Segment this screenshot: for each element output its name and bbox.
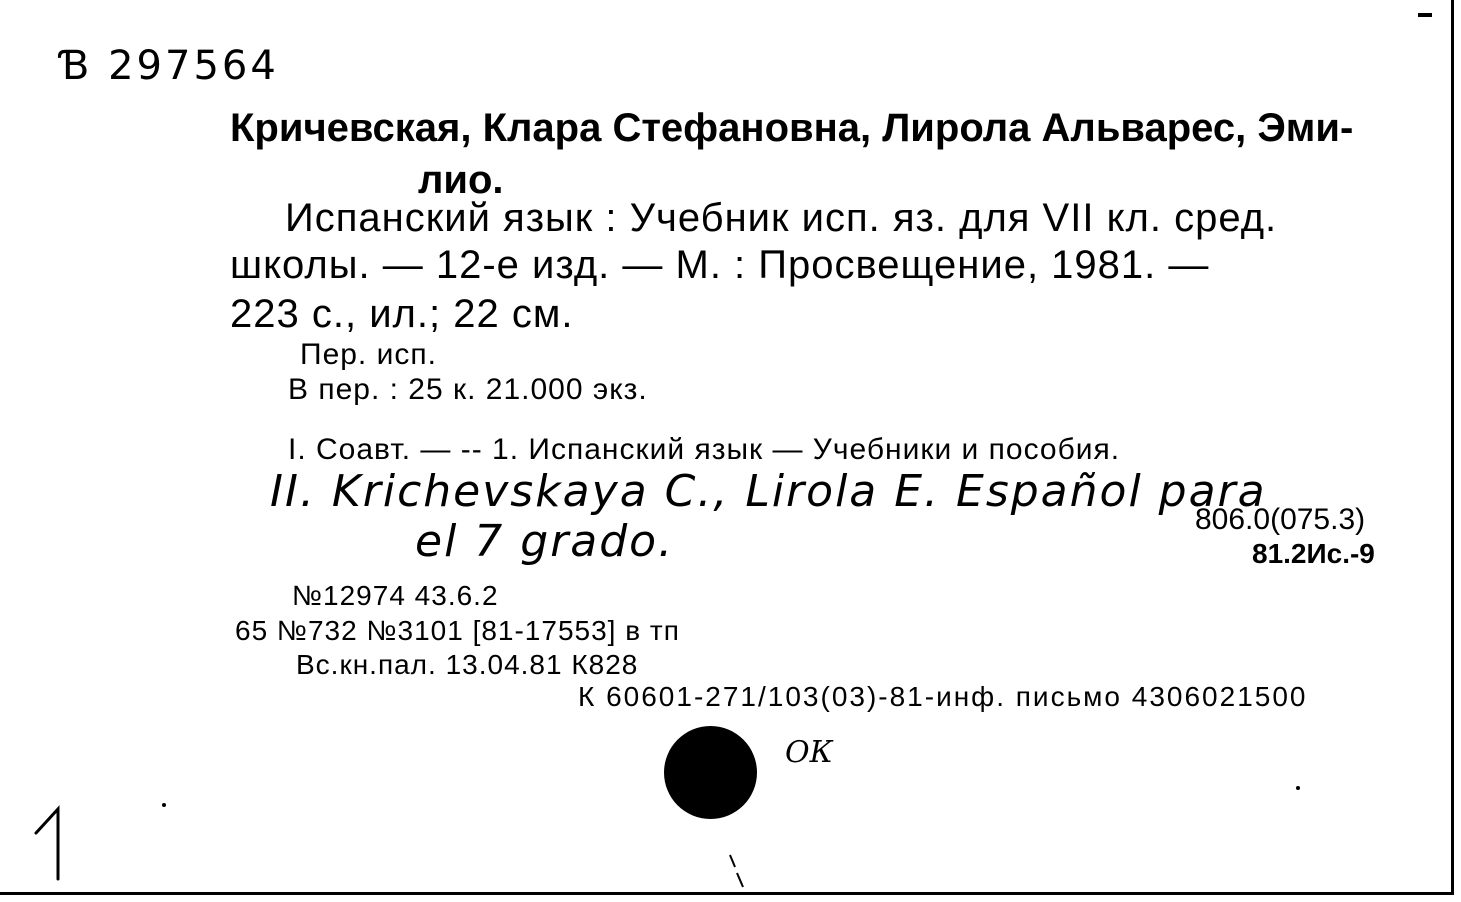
handwritten-page-mark (32, 805, 72, 885)
stray-mark (727, 853, 747, 889)
handwritten-note-line-1: II. Krichevskaya C., Lirola E. Español para (270, 466, 1267, 517)
udc-index: 806.0(075.3) (1195, 503, 1366, 536)
corner-mark (1416, 10, 1436, 20)
punch-hole (664, 726, 757, 819)
author-line-2: лио. (418, 158, 504, 202)
subject-headings: I. Соавт. — -- 1. Испанский язык — Учебники и пособия. (288, 433, 1121, 466)
title-line-1: Испанский язык : Учебник исп. яз. для VII кл. сред. (285, 196, 1278, 240)
speck (162, 803, 166, 807)
title-line-3: 223 с., ил.; 22 см. (230, 292, 574, 336)
price-circulation: В пер. : 25 к. 21.000 экз. (288, 373, 648, 406)
bbk-index: 81.2Ис.-9 (1252, 538, 1375, 569)
handwritten-initials: ОК (785, 735, 833, 770)
meta-line-1: №12974 43.6.2 (292, 580, 499, 611)
title-line-2: школы. — 12-е изд. — М. : Просвещение, 1981. — (230, 243, 1210, 287)
author-line-1: Кричевская, Клара Стефановна, Лирола Альварес, Эми- (230, 106, 1354, 150)
meta-line-2: 65 №732 №3101 [81-17553] в тп (235, 615, 680, 646)
catalog-number: Ɓ 297564 (60, 43, 279, 89)
handwritten-note-line-2: el 7 grado. (415, 516, 675, 567)
translation-note: Пер. исп. (300, 338, 437, 371)
speck (1296, 786, 1300, 790)
meta-line-3: Вс.кн.пал. 13.04.81 К828 (296, 649, 639, 680)
meta-line-4: К 60601-271/103(03)-81-инф. письмо 4306021500 (578, 681, 1308, 712)
